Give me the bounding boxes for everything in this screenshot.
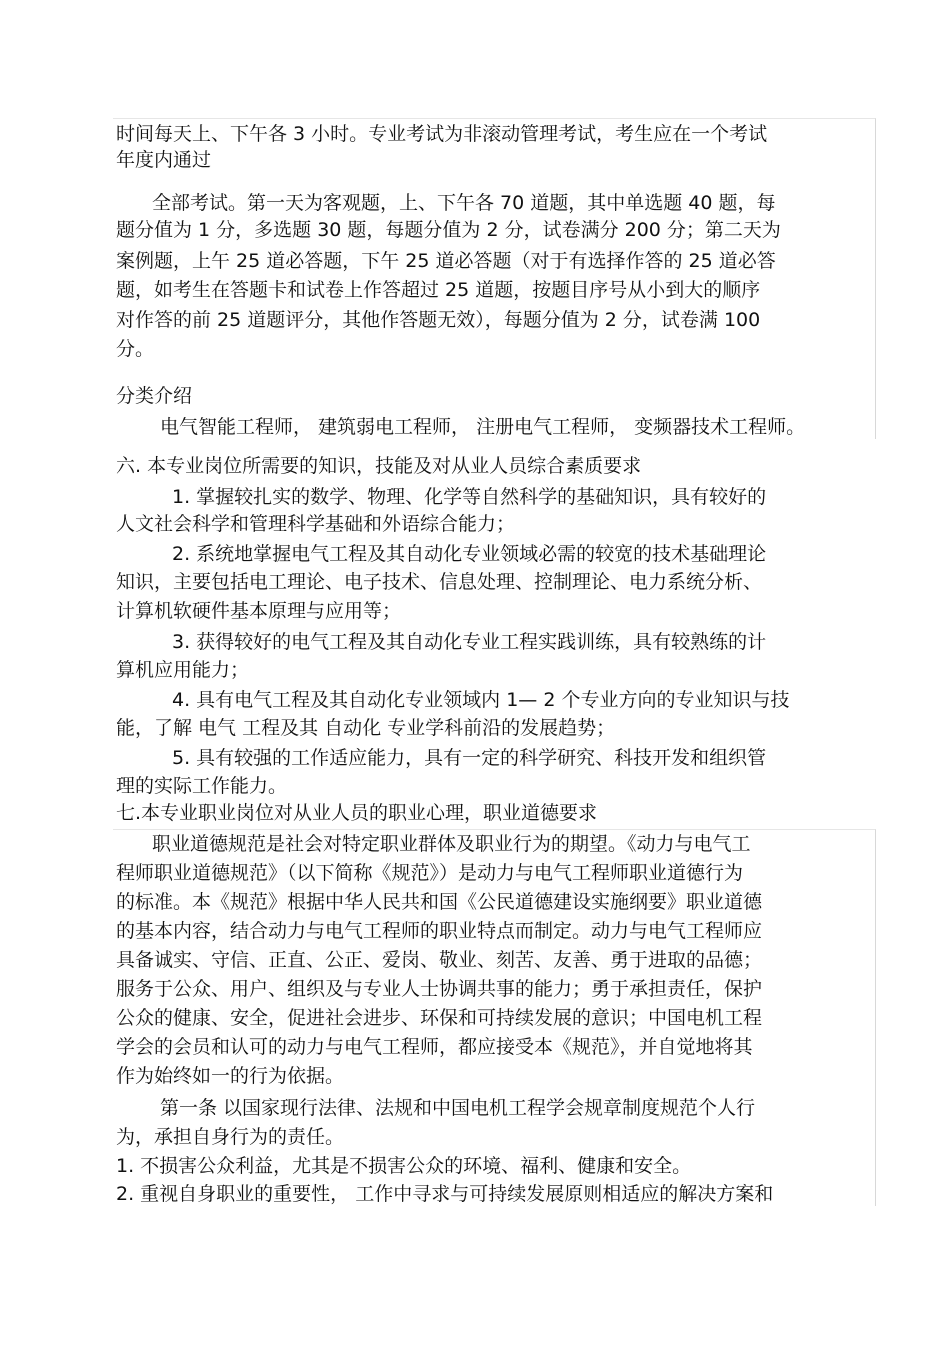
exam-line: 题分值为 1 分，多选题 30 题，每题分值为 2 分，试卷满分 200 分；第二天为: [116, 219, 781, 241]
article1-line: 第一条 以国家现行法律、法规和中国电机工程学会规章制度规范个人行: [160, 1097, 756, 1119]
section6-item: 5. 具有较强的工作适应能力，具有一定的科学研究、科技开发和组织管: [172, 747, 767, 769]
exam-line: 分。: [116, 338, 155, 360]
section6-item: 人文社会科学和管理科学基础和外语综合能力；: [116, 513, 516, 535]
section6-item: 3. 获得较好的电气工程及其自动化专业工程实践训练，具有较熟练的计: [172, 631, 767, 653]
classification-list: 电气智能工程师， 建筑弱电工程师， 注册电气工程师， 变频器技术工程师。: [160, 416, 806, 438]
article1-item: 1. 不损害公众利益，尤其是不损害公众的环境、福利、健康和安全。: [116, 1155, 692, 1177]
exam-line: 年度内通过: [116, 149, 212, 171]
section6-item: 理的实际工作能力。: [116, 775, 288, 797]
ethics-line: 的标准。本《规范》根据中华人民共和国《公民道德建设实施纲要》职业道德: [116, 891, 763, 913]
ethics-line: 作为始终如一的行为依据。: [116, 1065, 345, 1087]
section6-item: 1. 掌握较扎实的数学、物理、化学等自然科学的基础知识，具有较好的: [172, 486, 767, 508]
exam-line: 全部考试。第一天为客观题，上、下午各 70 道题，其中单选题 40 题，每: [152, 192, 776, 214]
ethics-line: 程师职业道德规范》（以下简称《规范》）是动力与电气工程师职业道德行为: [116, 862, 744, 884]
section6-item: 知识，主要包括电工理论、电子技术、信息处理、控制理论、电力系统分析、: [116, 571, 763, 593]
article1-item: 2. 重视自身职业的重要性， 工作中寻求与可持续发展原则相适应的解决方案和: [116, 1183, 774, 1205]
ethics-line: 的基本内容，结合动力与电气工程师的职业特点而制定。动力与电气工程师应: [116, 920, 763, 942]
article1-line: 为，承担自身行为的责任。: [116, 1126, 345, 1148]
ethics-line: 学会的会员和认可的动力与电气工程师，都应接受本《规范》，并自觉地将其: [116, 1036, 753, 1058]
exam-line: 案例题，上午 25 道必答题，下午 25 道必答题（对于有选择作答的 25 道必答: [116, 250, 776, 272]
ethics-line: 具备诚实、守信、正直、公正、爱岗、敬业、刻苦、友善、勇于进取的品德；: [116, 949, 763, 971]
section6-item: 计算机软硬件基本原理与应用等；: [116, 600, 402, 622]
section6-item: 4. 具有电气工程及其自动化专业领域内 1— 2 个专业方向的专业知识与技: [172, 689, 790, 711]
classification-heading: 分类介绍: [116, 385, 193, 407]
exam-line: 时间每天上、下午各 3 小时。专业考试为非滚动管理考试，考生应在一个考试: [116, 123, 768, 145]
section7-heading: 七.本专业职业岗位对从业人员的职业心理，职业道德要求: [116, 802, 598, 824]
section6-heading: 六. 本专业岗位所需要的知识，技能及对从业人员综合素质要求: [116, 455, 642, 477]
exam-line: 对作答的前 25 道题评分，其他作答题无效），每题分值为 2 分，试卷满 100: [116, 309, 761, 331]
exam-line: 题，如考生在答题卡和试卷上作答超过 25 道题，按题目序号从小到大的顺序: [116, 279, 761, 301]
ethics-line: 职业道德规范是社会对特定职业群体及职业行为的期望。《动力与电气工: [152, 833, 751, 855]
ethics-line: 公众的健康、安全，促进社会进步、环保和可持续发展的意识；中国电机工程: [116, 1007, 763, 1029]
section6-item: 2. 系统地掌握电气工程及其自动化专业领域必需的较宽的技术基础理论: [172, 543, 767, 565]
section6-item: 算机应用能力；: [116, 659, 250, 681]
section6-item: 能，了解 电气 工程及其 自动化 专业学科前沿的发展趋势；: [116, 717, 616, 739]
ethics-line: 服务于公众、用户、组织及与专业人士协调共事的能力；勇于承担责任，保护: [116, 978, 763, 1000]
